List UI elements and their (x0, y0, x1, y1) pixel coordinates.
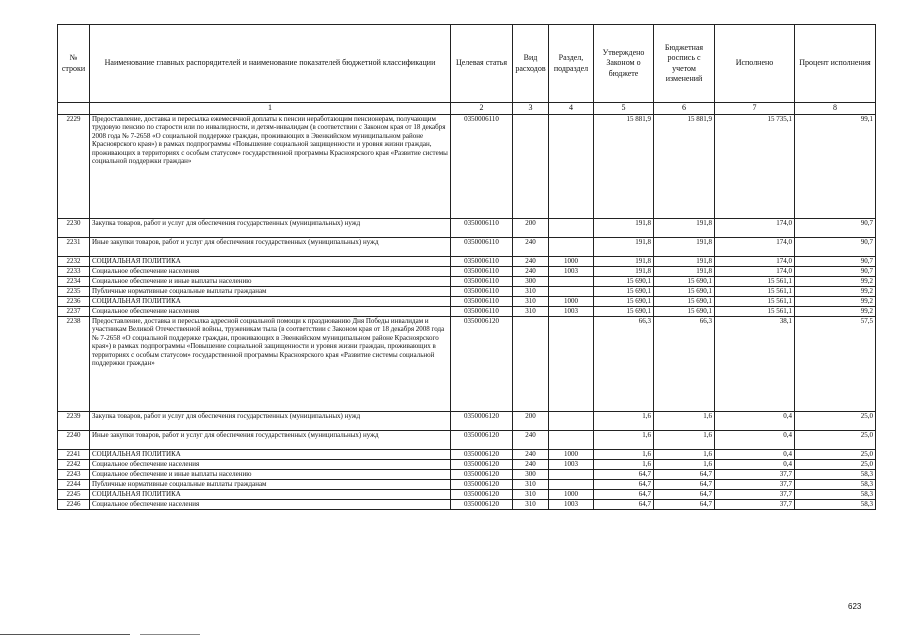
table-cell-target: 0350006120 (451, 499, 513, 509)
table-cell-executed: 15 561,1 (715, 306, 795, 316)
table-cell-num: 2230 (58, 218, 90, 237)
table-cell-section: 1000 (549, 256, 594, 266)
table-cell-type: 310 (513, 499, 549, 509)
header-name: Наименование главных распорядителей и наименование показателей бюджетной классификации (90, 25, 451, 103)
table-cell-approved: 1,6 (594, 459, 654, 469)
table-cell-num: 2243 (58, 469, 90, 479)
table-cell-executed: 15 561,1 (715, 286, 795, 296)
table-cell-percent: 90,7 (795, 237, 876, 256)
table-cell-type: 240 (513, 459, 549, 469)
table-cell-target: 0350006110 (451, 114, 513, 218)
table-cell-approved: 191,8 (594, 266, 654, 276)
footer-divider (0, 634, 130, 635)
table-cell-section: 1003 (549, 306, 594, 316)
table-row (58, 449, 876, 459)
table-cell-approved: 191,8 (594, 256, 654, 266)
column-number-row (58, 103, 876, 115)
table-cell-executed: 37,7 (715, 499, 795, 509)
table-cell-target: 0350006120 (451, 489, 513, 499)
table-cell-section (549, 276, 594, 286)
header-approved: Утверждено Законом о бюджете (594, 25, 654, 103)
table-cell-approved: 15 690,1 (594, 286, 654, 296)
table-cell-name: Социальное обеспечение и иные выплаты населению (90, 276, 451, 286)
table-cell-section (549, 316, 594, 411)
table-cell-target: 0350006110 (451, 296, 513, 306)
header-type: Вид расходов (513, 25, 549, 103)
header-budget: Бюджетная роспись с учетом изменений (654, 25, 715, 103)
table-cell-section: 1000 (549, 489, 594, 499)
table-row (58, 469, 876, 479)
table-row (58, 306, 876, 316)
table-cell-section (549, 218, 594, 237)
table-cell-target: 0350006110 (451, 266, 513, 276)
header-target: Целевая статья (451, 25, 513, 103)
table-row (58, 489, 876, 499)
table-cell-num: 2238 (58, 316, 90, 411)
table-cell-target: 0350006110 (451, 306, 513, 316)
table-row (58, 237, 876, 256)
table-cell-percent: 58,3 (795, 469, 876, 479)
table-cell-num: 2242 (58, 459, 90, 469)
table-cell-executed: 174,0 (715, 256, 795, 266)
table-cell-type: 310 (513, 479, 549, 489)
table-row (58, 286, 876, 296)
table-cell-approved: 15 690,1 (594, 296, 654, 306)
table-cell-section (549, 430, 594, 449)
table-cell-percent: 57,5 (795, 316, 876, 411)
table-cell-budget: 191,8 (654, 256, 715, 266)
table-cell-budget: 64,7 (654, 499, 715, 509)
table-cell-section: 1000 (549, 449, 594, 459)
table-cell-section (549, 411, 594, 430)
table-cell-target: 0350006110 (451, 286, 513, 296)
table-cell-target: 0350006120 (451, 469, 513, 479)
table-cell-budget: 191,8 (654, 237, 715, 256)
table-cell-approved: 64,7 (594, 499, 654, 509)
table-cell-type: 240 (513, 266, 549, 276)
table-cell-target: 0350006110 (451, 276, 513, 286)
table-cell-budget: 1,6 (654, 459, 715, 469)
table-cell-approved: 15 690,1 (594, 276, 654, 286)
table-cell-type: 240 (513, 237, 549, 256)
table-cell-percent: 99,2 (795, 286, 876, 296)
table-cell-executed: 0,4 (715, 459, 795, 469)
table-cell-budget: 64,7 (654, 479, 715, 489)
table-cell-name: СОЦИАЛЬНАЯ ПОЛИТИКА (90, 256, 451, 266)
header-executed: Исполнено (715, 25, 795, 103)
table-cell-budget: 15 881,9 (654, 114, 715, 218)
table-row (58, 296, 876, 306)
table-cell-executed: 15 735,1 (715, 114, 795, 218)
table-cell-executed: 15 561,1 (715, 276, 795, 286)
table-cell-target: 0350006120 (451, 430, 513, 449)
table-cell-name: Закупка товаров, работ и услуг для обеспечения государственных (муниципальных) нужд (90, 218, 451, 237)
table-cell-target: 0350006120 (451, 316, 513, 411)
table-cell-percent: 90,7 (795, 218, 876, 237)
table-cell-type: 310 (513, 286, 549, 296)
table-cell-num: 2246 (58, 499, 90, 509)
table-body (58, 114, 876, 509)
table-cell-target: 0350006120 (451, 411, 513, 430)
table-cell-name: Социальное обеспечение населения (90, 499, 451, 509)
table-row (58, 499, 876, 509)
table-cell-budget: 191,8 (654, 266, 715, 276)
table-cell-approved: 191,8 (594, 218, 654, 237)
table-cell-percent: 99,2 (795, 306, 876, 316)
table-cell-num: 2236 (58, 296, 90, 306)
table-cell-name: Иные закупки товаров, работ и услуг для обеспечения государственных (муниципальных) нужд (90, 237, 451, 256)
table-cell-name: Социальное обеспечение населения (90, 306, 451, 316)
column-number: 3 (513, 103, 549, 115)
table-cell-section (549, 114, 594, 218)
table-cell-type: 310 (513, 296, 549, 306)
column-number: 6 (654, 103, 715, 115)
table-cell-target: 0350006110 (451, 218, 513, 237)
table-cell-percent: 99,2 (795, 296, 876, 306)
table-cell-num: 2229 (58, 114, 90, 218)
table-cell-type: 310 (513, 306, 549, 316)
table-cell-target: 0350006120 (451, 459, 513, 469)
table-cell-percent: 25,0 (795, 449, 876, 459)
table-cell-name: Социальное обеспечение населения (90, 266, 451, 276)
table-cell-budget: 15 690,1 (654, 276, 715, 286)
table-cell-num: 2235 (58, 286, 90, 296)
table-cell-executed: 37,7 (715, 469, 795, 479)
table-cell-type: 300 (513, 469, 549, 479)
table-cell-budget: 191,8 (654, 218, 715, 237)
table-row (58, 411, 876, 430)
footer-divider (140, 634, 200, 635)
table-cell-percent: 99,2 (795, 276, 876, 286)
table-row (58, 276, 876, 286)
table-cell-executed: 37,7 (715, 489, 795, 499)
table-cell-type: 240 (513, 430, 549, 449)
table-cell-percent: 99,1 (795, 114, 876, 218)
table-cell-budget: 1,6 (654, 449, 715, 459)
table-cell-num: 2241 (58, 449, 90, 459)
table-cell-name: Публичные нормативные социальные выплаты гражданам (90, 286, 451, 296)
table-cell-type: 200 (513, 218, 549, 237)
table-cell-type: 200 (513, 411, 549, 430)
column-number: 8 (795, 103, 876, 115)
table-cell-type: 300 (513, 276, 549, 286)
table-cell-num: 2240 (58, 430, 90, 449)
table-cell-type (513, 114, 549, 218)
table-cell-percent: 90,7 (795, 256, 876, 266)
table-cell-name: Предоставление, доставка и пересылка адресной социальной помощи к празднованию Дня Победы инвалидам и участникам Великой Отечественной войны, труженикам тыла (в соответствии с Законом края от 18 декабря 2008 года № 7-2658 «О социальной поддержке граждан, проживающих в Эвенкийском муниципальном районе Красноярского края») в рамках подпрограммы «Повышение социальной защищенности и уровня жизни граждан, проживающих в территориях с особым статусом» государственной программы Красноярского края «Развитие системы социальной поддержки граждан» (90, 316, 451, 411)
table-cell-executed: 37,7 (715, 479, 795, 489)
table-row (58, 479, 876, 489)
table-cell-section: 1003 (549, 266, 594, 276)
header-row (58, 25, 876, 103)
header-section: Раздел, подраздел (549, 25, 594, 103)
table-cell-num: 2239 (58, 411, 90, 430)
table-cell-type: 240 (513, 256, 549, 266)
table-cell-approved: 66,3 (594, 316, 654, 411)
table-cell-approved: 64,7 (594, 479, 654, 489)
header-percent: Процент исполнения (795, 25, 876, 103)
table-cell-approved: 64,7 (594, 469, 654, 479)
table-row (58, 218, 876, 237)
table-cell-percent: 58,3 (795, 499, 876, 509)
table-cell-budget: 1,6 (654, 411, 715, 430)
table-cell-target: 0350006120 (451, 479, 513, 489)
table-cell-name: СОЦИАЛЬНАЯ ПОЛИТИКА (90, 489, 451, 499)
table-cell-type: 310 (513, 489, 549, 499)
table-cell-percent: 25,0 (795, 411, 876, 430)
table-row (58, 266, 876, 276)
table-cell-name: Социальное обеспечение и иные выплаты населению (90, 469, 451, 479)
table-cell-executed: 15 561,1 (715, 296, 795, 306)
column-number: 4 (549, 103, 594, 115)
table-cell-section (549, 479, 594, 489)
budget-table (57, 24, 876, 510)
table-cell-percent: 25,0 (795, 459, 876, 469)
table-cell-name: СОЦИАЛЬНАЯ ПОЛИТИКА (90, 449, 451, 459)
table-cell-executed: 174,0 (715, 266, 795, 276)
table-cell-executed: 0,4 (715, 449, 795, 459)
column-number: 1 (90, 103, 451, 115)
table-cell-budget: 66,3 (654, 316, 715, 411)
table-cell-section (549, 237, 594, 256)
table-cell-executed: 38,1 (715, 316, 795, 411)
table-cell-name: Публичные нормативные социальные выплаты гражданам (90, 479, 451, 489)
table-cell-name: Закупка товаров, работ и услуг для обеспечения государственных (муниципальных) нужд (90, 411, 451, 430)
table-row (58, 459, 876, 469)
table-cell-num: 2231 (58, 237, 90, 256)
table-cell-percent: 58,3 (795, 479, 876, 489)
table-cell-name: СОЦИАЛЬНАЯ ПОЛИТИКА (90, 296, 451, 306)
table-cell-executed: 0,4 (715, 411, 795, 430)
table-cell-executed: 0,4 (715, 430, 795, 449)
table-cell-target: 0350006120 (451, 449, 513, 459)
table-cell-approved: 1,6 (594, 411, 654, 430)
table-cell-percent: 90,7 (795, 266, 876, 276)
table-row (58, 114, 876, 218)
table-cell-approved: 64,7 (594, 489, 654, 499)
table-cell-budget: 64,7 (654, 469, 715, 479)
table-cell-num: 2245 (58, 489, 90, 499)
table-cell-budget: 15 690,1 (654, 306, 715, 316)
table-cell-target: 0350006110 (451, 256, 513, 266)
table-cell-name: Социальное обеспечение населения (90, 459, 451, 469)
table-cell-budget: 15 690,1 (654, 286, 715, 296)
table-cell-target: 0350006110 (451, 237, 513, 256)
table-cell-budget: 15 690,1 (654, 296, 715, 306)
table-cell-approved: 15 881,9 (594, 114, 654, 218)
table-cell-num: 2232 (58, 256, 90, 266)
table-cell-executed: 174,0 (715, 218, 795, 237)
table-cell-percent: 58,3 (795, 489, 876, 499)
table-cell-budget: 64,7 (654, 489, 715, 499)
table-cell-num: 2237 (58, 306, 90, 316)
table-cell-approved: 1,6 (594, 449, 654, 459)
table-cell-section: 1000 (549, 296, 594, 306)
table-row (58, 430, 876, 449)
table-cell-budget: 1,6 (654, 430, 715, 449)
table-cell-num: 2244 (58, 479, 90, 489)
table-cell-section: 1003 (549, 459, 594, 469)
table-cell-num: 2234 (58, 276, 90, 286)
table-cell-approved: 191,8 (594, 237, 654, 256)
table-cell-executed: 174,0 (715, 237, 795, 256)
table-cell-type: 240 (513, 449, 549, 459)
table-cell-name: Иные закупки товаров, работ и услуг для обеспечения государственных (муниципальных) нужд (90, 430, 451, 449)
table-cell-approved: 15 690,1 (594, 306, 654, 316)
header-num: № строки (58, 25, 90, 103)
table-cell-num: 2233 (58, 266, 90, 276)
column-number: 7 (715, 103, 795, 115)
header-num-spacer (58, 103, 90, 115)
column-number: 5 (594, 103, 654, 115)
page-number: 623 (848, 602, 862, 611)
table-cell-percent: 25,0 (795, 430, 876, 449)
table-cell-type (513, 316, 549, 411)
table-cell-section: 1003 (549, 499, 594, 509)
table-cell-approved: 1,6 (594, 430, 654, 449)
table-cell-name: Предоставление, доставка и пересылка ежемесячной доплаты к пенсии неработающим пенсионерам, получающим трудовую пенсию по старости или по инвалидности, и детям-инвалидам (в соответствии с Законом края от 18 декабря 2008 года № 7-2658 «О социальной поддержке граждан, проживающих в Эвенкийском муниципальном районе Красноярского края») в рамках подпрограммы «Повышение социальной защищенности и уровня жизни граждан, проживающих в территориях с особым статусом» государственной программы Красноярского края «Развитие системы социальной поддержки граждан» (90, 114, 451, 218)
table-row (58, 316, 876, 411)
table-cell-section (549, 286, 594, 296)
column-number: 2 (451, 103, 513, 115)
table-cell-section (549, 469, 594, 479)
table-row (58, 256, 876, 266)
